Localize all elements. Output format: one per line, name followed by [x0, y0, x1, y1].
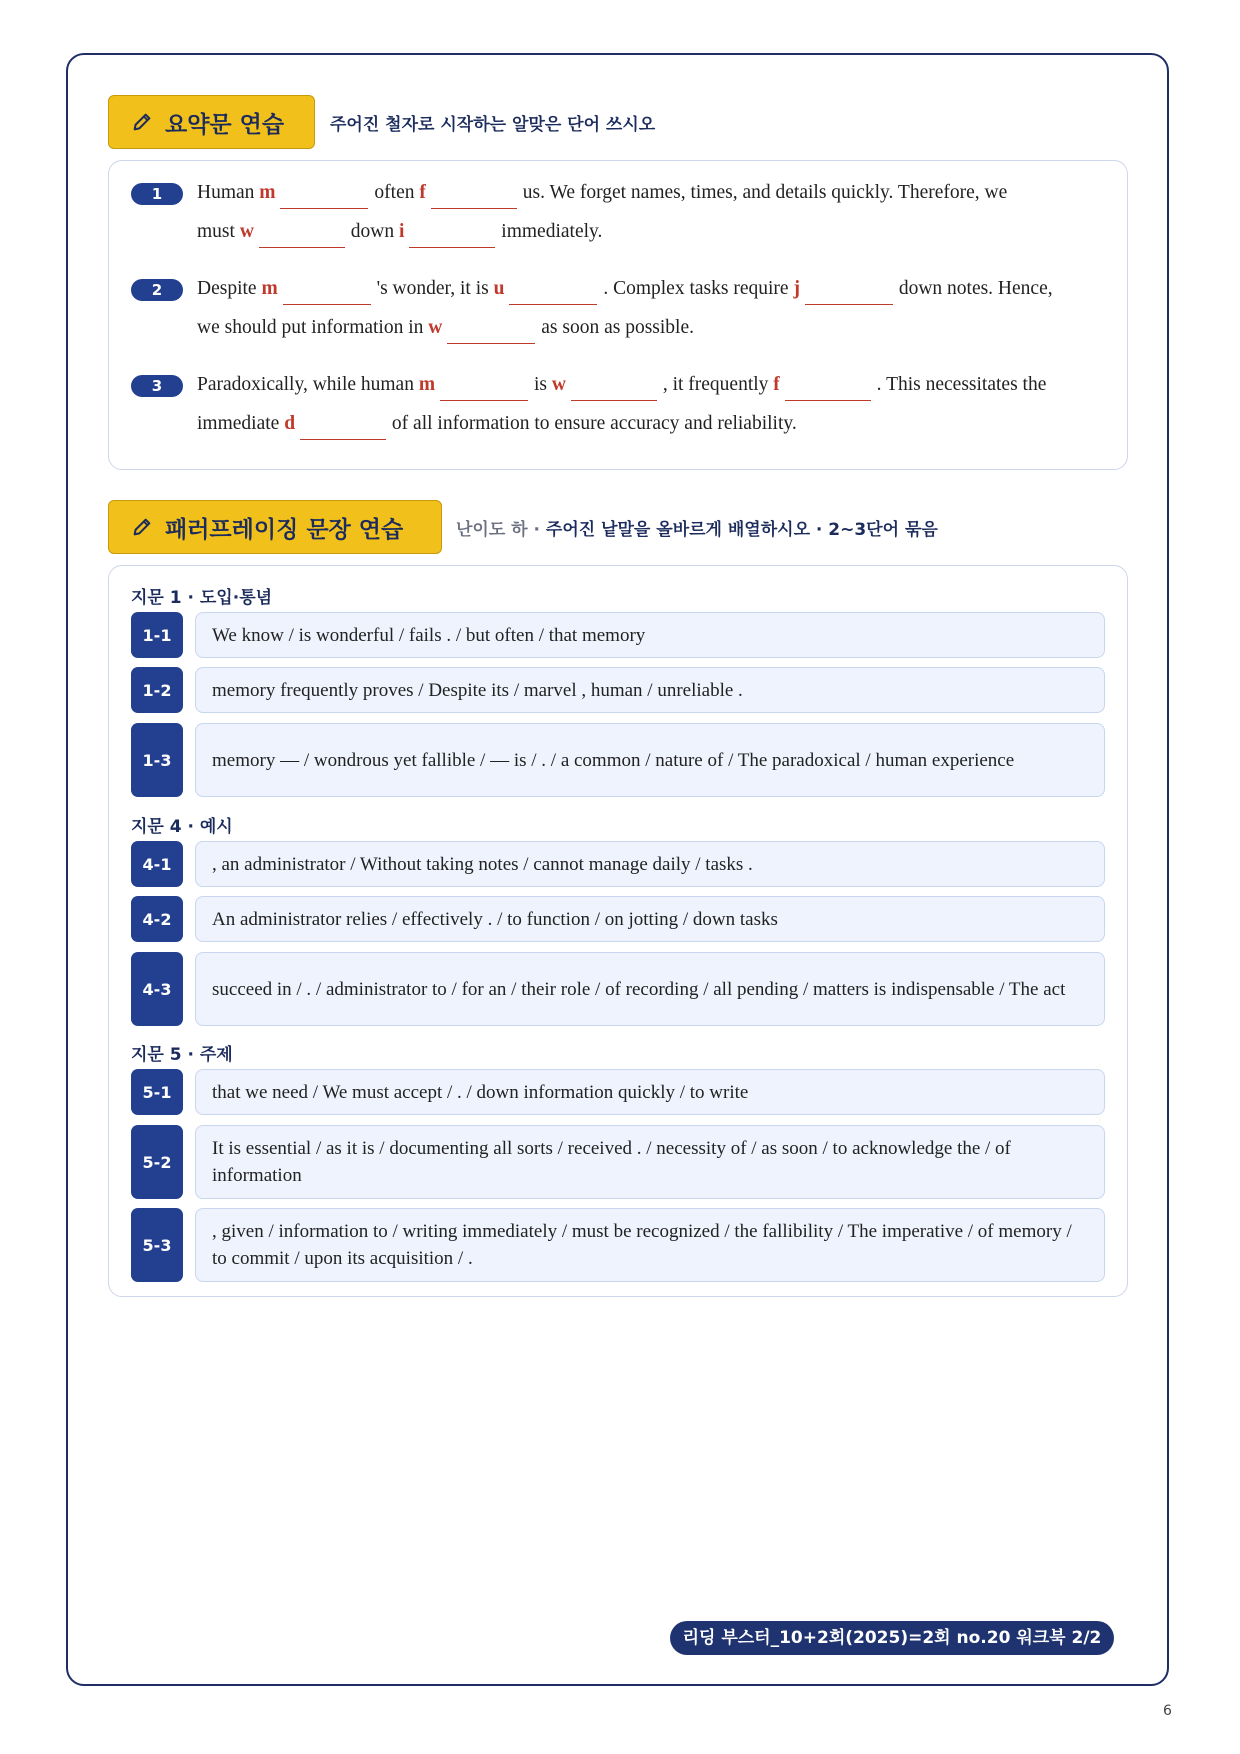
page-number: 6	[1163, 1703, 1172, 1719]
answer-blank[interactable]	[259, 218, 345, 248]
pencil-icon	[131, 111, 153, 133]
item-number: 3	[131, 375, 183, 397]
group-title: 지문 4 · 예시	[131, 817, 233, 837]
word-chunks: We know / is wonderful / fails . / but often / that memory	[195, 612, 1105, 658]
word-chunks: , given / information to / writing immediately / must be recognized / the fallibility / The imperative / of memory / to commit / upon its acquisition / .	[195, 1208, 1105, 1282]
difficulty-label: 난이도 하 ·	[456, 520, 540, 540]
row-tag: 4-1	[131, 841, 183, 887]
item-number: 2	[131, 279, 183, 301]
summary-box	[108, 160, 1128, 470]
paraphrase-row	[131, 841, 1105, 887]
row-tag: 5-2	[131, 1125, 183, 1199]
answer-blank[interactable]	[283, 275, 371, 305]
word-chunks: memory — / wondrous yet fallible / — is / . / a common / nature of / The paradoxical / human experience	[195, 723, 1105, 797]
summary-line: Human m often f us. We forget names, times, and details quickly. Therefore, we	[197, 179, 1007, 207]
paraphrase-row	[131, 952, 1105, 1026]
answer-blank[interactable]	[431, 179, 517, 209]
row-tag: 1-2	[131, 667, 183, 713]
instruction-text: 주어진 낱말을 올바르게 배열하시오 · 2~3단어 묶음	[545, 520, 938, 540]
paraphrase-section-tag	[108, 500, 442, 554]
group-title: 지문 5 · 주제	[131, 1045, 233, 1065]
summary-title: 요약문 연습	[165, 111, 285, 138]
answer-blank[interactable]	[440, 371, 528, 401]
answer-blank[interactable]	[785, 371, 871, 401]
paraphrase-row	[131, 612, 1105, 658]
word-chunks: An administrator relies / effectively . / to function / on jotting / down tasks	[195, 896, 1105, 942]
paraphrase-box	[108, 565, 1128, 1297]
summary-line: must w down i immediately.	[197, 218, 602, 246]
answer-blank[interactable]	[509, 275, 597, 305]
footer-label: 리딩 부스터_10+2회(2025)=2회 no.20 워크북 2/2	[670, 1621, 1114, 1655]
row-tag: 1-3	[131, 723, 183, 797]
row-tag: 5-1	[131, 1069, 183, 1115]
row-tag: 4-2	[131, 896, 183, 942]
pencil-icon	[131, 516, 153, 538]
answer-blank[interactable]	[409, 218, 495, 248]
paraphrase-row	[131, 667, 1105, 713]
word-chunks: It is essential / as it is / documenting all sorts / received . / necessity of / as soon / to acknowledge the / of information	[195, 1125, 1105, 1199]
word-chunks: memory frequently proves / Despite its / marvel , human / unreliable .	[195, 667, 1105, 713]
summary-line: we should put information in w as soon as possible.	[197, 314, 694, 342]
paraphrase-row	[131, 723, 1105, 797]
summary-line: Despite m 's wonder, it is u . Complex tasks require j down notes. Hence,	[197, 275, 1053, 303]
answer-blank[interactable]	[300, 410, 386, 440]
word-chunks: that we need / We must accept / . / down information quickly / to write	[195, 1069, 1105, 1115]
summary-instruction: 주어진 철자로 시작하는 알맞은 단어 쓰시오	[330, 115, 656, 135]
row-tag: 1-1	[131, 612, 183, 658]
summary-line: Paradoxically, while human m is w , it frequently f . This necessitates the	[197, 371, 1046, 399]
paraphrase-row	[131, 1208, 1105, 1282]
word-chunks: , an administrator / Without taking notes / cannot manage daily / tasks .	[195, 841, 1105, 887]
paraphrase-instruction	[456, 515, 938, 540]
summary-section-tag	[108, 95, 315, 149]
word-chunks: succeed in / . / administrator to / for an / their role / of recording / all pending / matters is indispensable / The act	[195, 952, 1105, 1026]
summary-line: immediate d of all information to ensure accuracy and reliability.	[197, 410, 797, 438]
answer-blank[interactable]	[447, 314, 535, 344]
row-tag: 5-3	[131, 1208, 183, 1282]
paraphrase-title: 패러프레이징 문장 연습	[165, 516, 404, 543]
paraphrase-row	[131, 1069, 1105, 1115]
row-tag: 4-3	[131, 952, 183, 1026]
item-number: 1	[131, 183, 183, 205]
answer-blank[interactable]	[805, 275, 893, 305]
answer-blank[interactable]	[571, 371, 657, 401]
paraphrase-row	[131, 896, 1105, 942]
group-title: 지문 1 · 도입·통념	[131, 588, 273, 608]
answer-blank[interactable]	[280, 179, 368, 209]
paraphrase-row	[131, 1125, 1105, 1199]
